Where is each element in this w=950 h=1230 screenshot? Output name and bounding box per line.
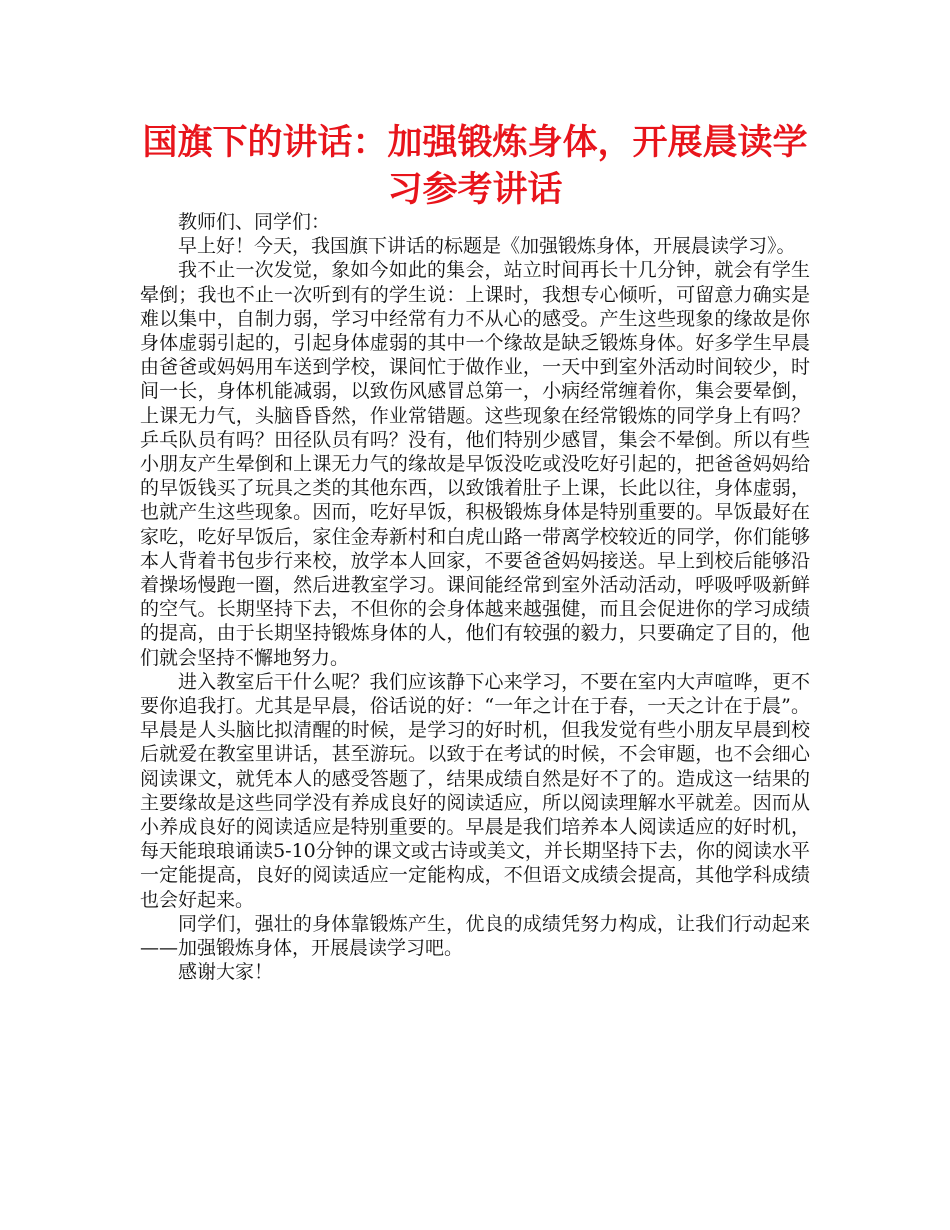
body-paragraph: 进入教室后干什么呢？我们应该静下心来学习，不要在室内大声喧哗，更不要你追我打。尤其是早晨，俗话说的好：“一年之计在于春，一天之计在于晨”。早晨是人头脑比拟清醒的时候，是学习的好时机，但我发觉有些小朋友早晨到校后就爱在教室里讲话，甚至游玩。以致于在考试的时候，不会审题，也不会细心阅读课文，就凭本人的感受答题了，结果成绩自然是好不了的。造成这一结果的主要缘故是这些同学没有养成良好的阅读适应，所以阅读理解水平就差。因而从小养成良好的阅读适应是特别重要的。早晨是我们培养本人阅读适应的好时机，每天能琅琅诵读5-10分钟的课文或古诗或美文，并长期坚持下去，你的阅读水平一定能提高，良好的阅读适应一定能构成，不但语文成绩会提高，其他学科成绩也会好起来。 xyxy=(140,670,810,911)
thanks-paragraph: 感谢大家！ xyxy=(178,961,274,984)
closing-paragraph: 同学们，强壮的身体靠锻炼产生，优良的成绩凭努力构成，让我们行动起来——加强锻炼身体，开展晨读学习吧。 xyxy=(140,912,810,960)
salutation-paragraph: 教师们、同学们： xyxy=(178,211,331,233)
body-paragraph: 我不止一次发觉，象如今如此的集会，站立时间再长十几分钟，就会有学生晕倒；我也不止一次听到有的学生说：上课时，我想专心倾听，可留意力确实是难以集中，自制力弱，学习中经常有力不从心的感受。产生这些现象的缘故是你身体虚弱引起的，引起身体虚弱的其中一个缘故是缺乏锻炼身体。好多学生早晨由爸爸或妈妈用车送到学校，课间忙于做作业，一天中到室外活动时间较少，时间一长，身体机能减弱，以致伤风感冒总第一，小病经常缠着你，集会要晕倒，上课无力气，头脑昏昏然，作业常错题。这些现象在经常锻炼的同学身上有吗？乒乓队员有吗？田径队员有吗？没有，他们特别少感冒，集会不晕倒。所以有些小朋友产生晕倒和上课无力气的缘故是早饭没吃或没吃好引起的，把爸爸妈妈给的早饭钱买了玩具之类的其他东西，以致饿着肚子上课，长此以往，身体虚弱，也就产生这些现象。因而，吃好早饭，积极锻炼身体是特别重要的。早饭最好在家吃，吃好早饭后，家住金寿新村和白虎山路一带离学校较近的同学，你们能够本人背着书包步行来校，放学本人回家，不要爸爸妈妈接送。早上到校后能够沿着操场慢跑一圈，然后进教室学习。课间能经常到室外活动活动，呼吸呼吸新鲜的空气。长期坚持下去，不但你的会身体越来越强健，而且会促进你的学习成绩的提高，由于长期坚持锻炼身体的人，他们有较强的毅力，只要确定了目的，他们就会坚持不懈地努力。 xyxy=(140,259,810,669)
greeting-paragraph: 早上好！今天，我国旗下讲话的标题是《加强锻炼身体，开展晨读学习》。 xyxy=(178,235,796,258)
document-body xyxy=(140,210,810,985)
page-title: 国旗下的讲话：加强锻炼身体，开展晨读学习参考讲话 xyxy=(142,123,808,210)
